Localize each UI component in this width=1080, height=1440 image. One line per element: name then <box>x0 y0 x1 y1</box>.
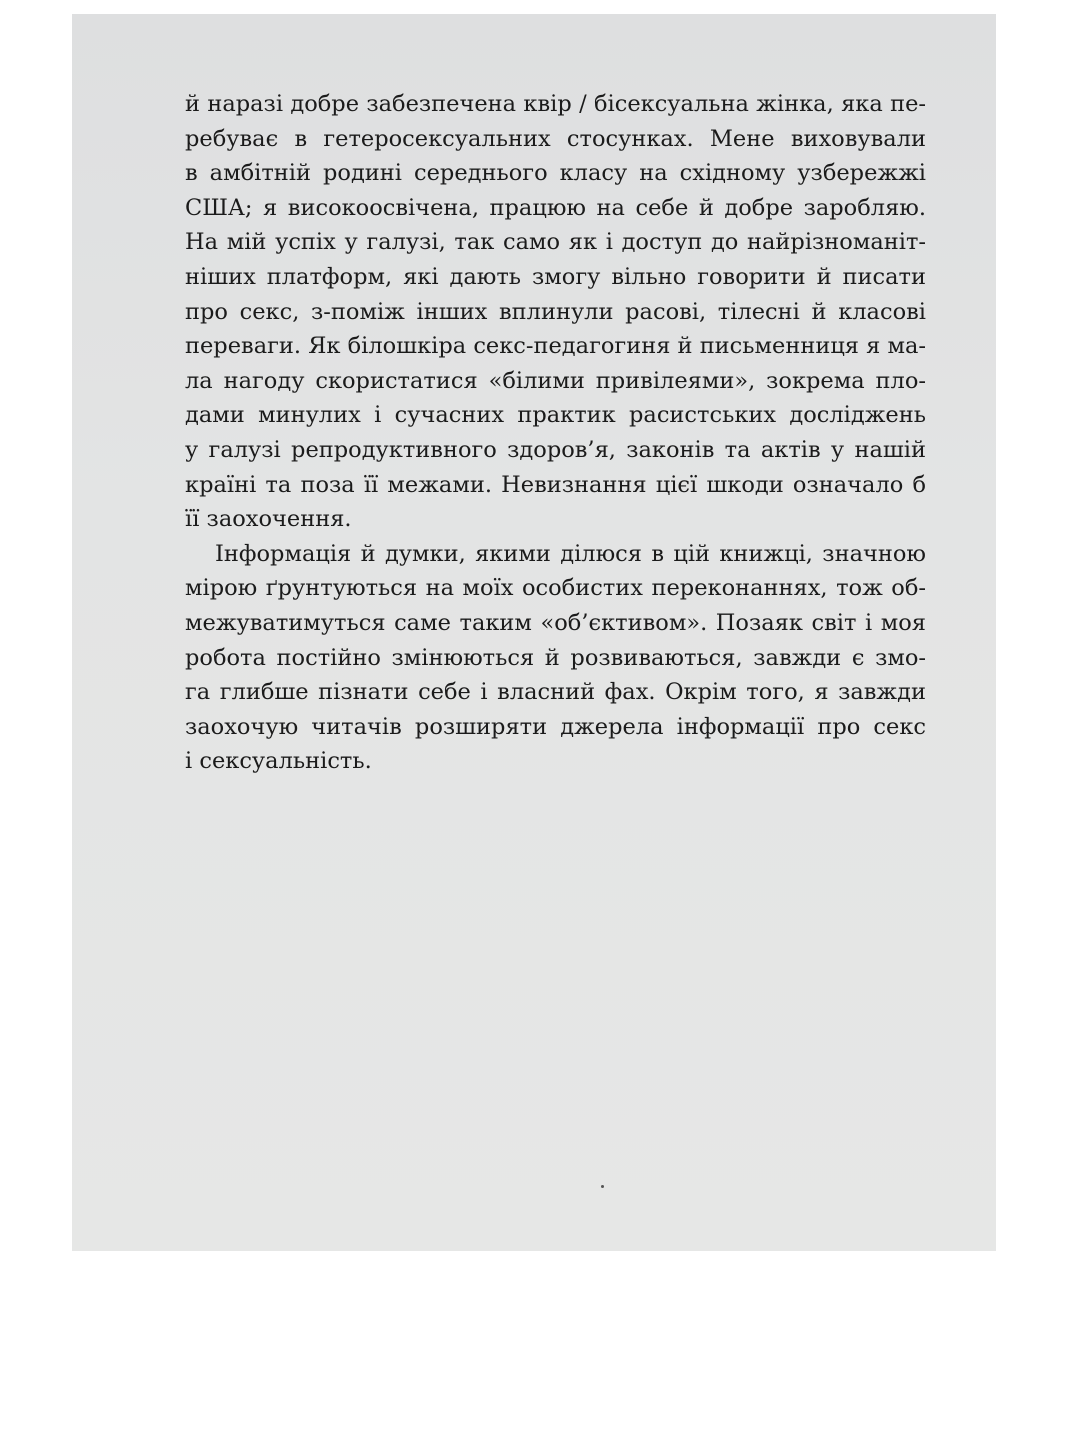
text-line: ніших платформ, які дають змогу вільно говорити й писати <box>185 263 926 290</box>
book-page <box>72 14 996 1251</box>
text-line: заохочую читачів розширяти джерела інформації про секс <box>185 713 926 740</box>
paragraph-1 <box>185 87 926 537</box>
text-line: і сексуальність. <box>185 748 372 775</box>
text-line: ла нагоду скористатися «білими привілеями», зокрема пло- <box>185 367 926 394</box>
text-line: й наразі добре забезпечена квір / бісексуальна жінка, яка пе- <box>185 91 926 117</box>
text-line: робота постійно змінюються й розвиваються, завжди є змо- <box>185 644 926 671</box>
text-line: мірою ґрунтуються на моїх особистих переконаннях, тож об- <box>185 575 926 602</box>
text-line: в амбітній родині середнього класу на східному узбережжі <box>185 160 926 187</box>
page-text <box>185 87 926 779</box>
text-line: її заохочення. <box>185 506 352 533</box>
text-line: На мій успіх у галузі, так само як і доступ до найрізноманіт- <box>185 229 926 256</box>
text-line: країні та поза її межами. Невизнання цієї шкоди означало б <box>185 471 926 498</box>
text-line: дами минулих і сучасних практик расистських досліджень <box>185 402 926 429</box>
paragraph-2 <box>185 537 926 779</box>
text-line: га глибше пізнати себе і власний фах. Окрім того, я завжди <box>185 679 926 706</box>
text-line: Інформація й думки, якими ділюся в цій книжці, значною <box>215 540 926 567</box>
page-speck <box>601 1185 604 1188</box>
text-line: ребуває в гетеросексуальних стосунках. Мене виховували <box>185 125 926 152</box>
text-line: переваги. Як білошкіра секс-педагогиня й письменниця я ма- <box>185 333 927 360</box>
text-line: у галузі репродуктивного здоров’я, законів та актів у нашій <box>185 436 926 463</box>
text-line: США; я високоосвічена, працюю на себе й добре заробляю. <box>185 194 926 221</box>
text-line: про секс, з-поміж інших вплинули расові, тілесні й класові <box>185 298 926 325</box>
text-line: межуватимуться саме таким «об’єктивом». Позаяк світ і моя <box>185 609 926 636</box>
